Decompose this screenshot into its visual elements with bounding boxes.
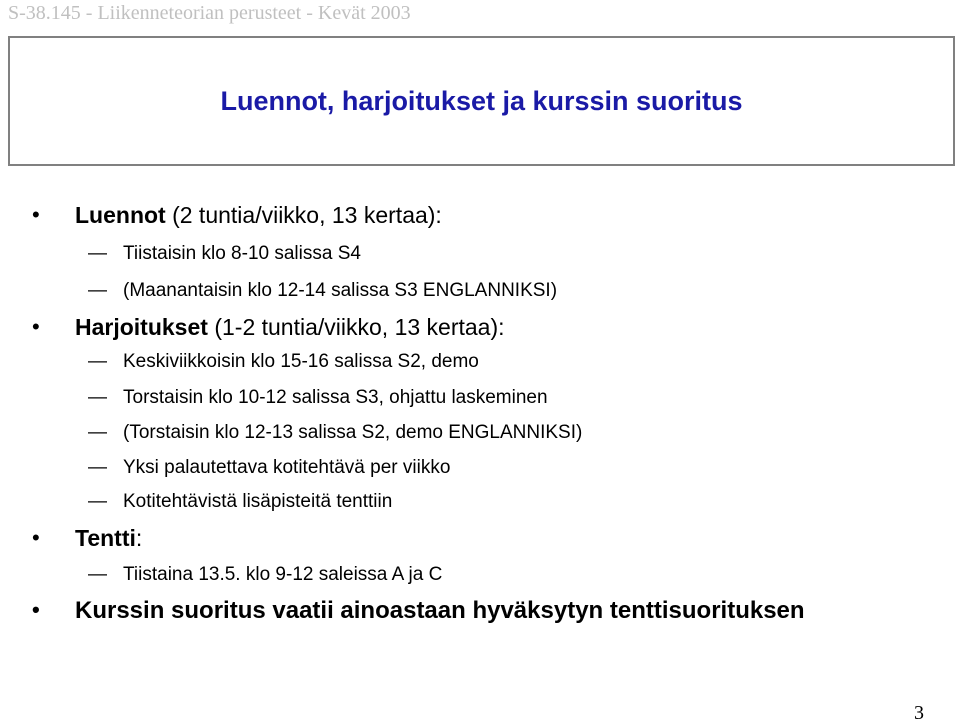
sub-item-torstaisin-englanniksi xyxy=(88,422,582,444)
bullet-bold-text: Kurssin suoritus vaatii ainoastaan hyväksytyn tenttisuorituksen xyxy=(75,597,805,624)
dash-marker: — xyxy=(88,422,107,443)
page-number: 3 xyxy=(914,702,924,724)
dash-marker: — xyxy=(88,387,107,408)
sub-item-text: Kotitehtävistä lisäpisteitä tenttiin xyxy=(123,491,393,512)
sub-item-text: (Maanantaisin klo 12-14 salissa S3 ENGLANNIKSI) xyxy=(123,280,558,301)
sub-item-text: (Torstaisin klo 12-13 salissa S2, demo ENGLANNIKSI) xyxy=(123,422,583,443)
dash-marker: — xyxy=(88,280,107,301)
bullet-tentti xyxy=(32,525,142,552)
sub-item-keskiviikkoisin xyxy=(88,351,479,373)
sub-item-text: Keskiviikkoisin klo 15-16 salissa S2, demo xyxy=(123,351,479,372)
bullet-marker: • xyxy=(32,597,40,622)
sub-item-text: Torstaisin klo 10-12 salissa S3, ohjattu laskeminen xyxy=(123,387,548,408)
dash-marker: — xyxy=(88,564,107,585)
bullet-kurssin-suoritus xyxy=(32,597,805,625)
sub-item-lisapisteet xyxy=(88,491,392,513)
bullet-harjoitukset xyxy=(32,314,505,341)
bullet-marker: • xyxy=(32,525,40,550)
bullet-luennot xyxy=(32,202,442,229)
bullet-marker: • xyxy=(32,202,40,227)
sub-item-torstaisin xyxy=(88,387,548,409)
bullet-rest-text: : xyxy=(135,525,143,551)
dash-marker: — xyxy=(88,491,107,512)
sub-item-tiistaina xyxy=(88,564,442,586)
dash-marker: — xyxy=(88,457,107,478)
bullet-rest-text: (1-2 tuntia/viikko, 13 kertaa): xyxy=(207,314,505,340)
bullet-bold-text: Harjoitukset xyxy=(75,314,208,340)
sub-item-maanantaisin xyxy=(88,280,557,302)
sub-item-kotitehtava xyxy=(88,457,450,479)
sub-item-tiistaisin xyxy=(88,243,361,265)
bullet-bold-text: Tentti xyxy=(75,525,136,551)
bullet-rest-text: (2 tuntia/viikko, 13 kertaa): xyxy=(165,202,442,228)
sub-item-text: Tiistaisin klo 8-10 salissa S4 xyxy=(123,243,361,264)
dash-marker: — xyxy=(88,351,107,372)
dash-marker: — xyxy=(88,243,107,264)
bullet-bold-text: Luennot xyxy=(75,202,166,228)
course-header: S-38.145 - Liikenneteorian perusteet - Kevät 2003 xyxy=(8,2,411,24)
bullet-marker: • xyxy=(32,314,40,339)
sub-item-text: Yksi palautettava kotitehtävä per viikko xyxy=(123,457,451,478)
sub-item-text: Tiistaina 13.5. klo 9-12 saleissa A ja C xyxy=(123,564,443,585)
slide-title: Luennot, harjoitukset ja kurssin suoritus xyxy=(220,85,743,116)
